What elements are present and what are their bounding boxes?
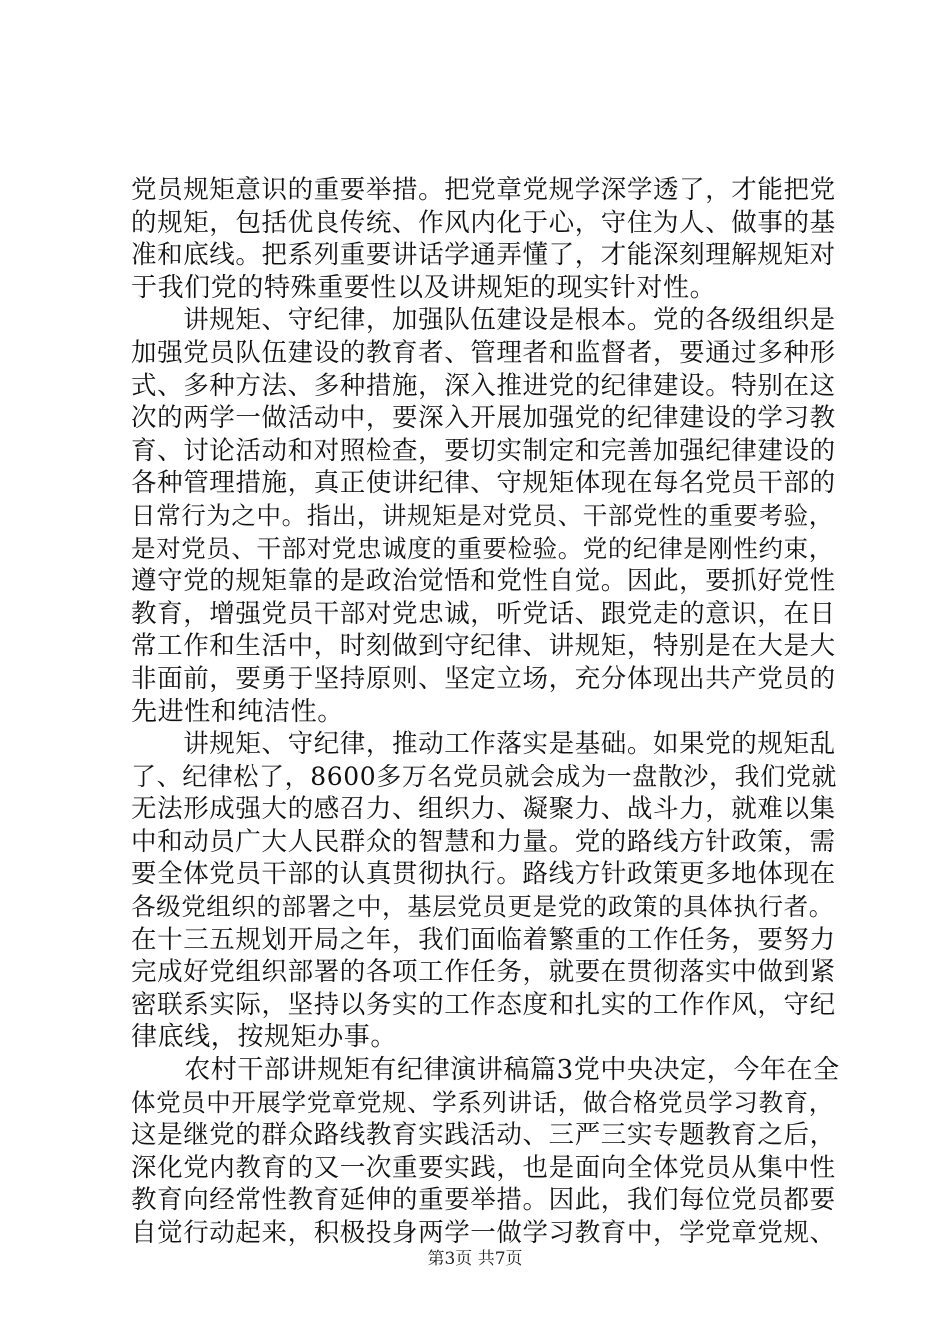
text-line: 体党员中开展学党章党规、学系列讲话，做合格党员学习教育，	[131, 1087, 834, 1117]
text-line: 各种管理措施，真正使讲纪律、守规矩体现在每名党员干部的	[131, 468, 836, 499]
text-line: 在十三五规划开局之年，我们面临着繁重的工作任务，要努力	[131, 924, 836, 955]
text-line: 要全体党员干部的认真贯彻执行。路线方针政策更多地体现在	[131, 859, 836, 890]
text-line: 日常行为之中。指出，讲规矩是对党员、干部党性的重要考验，	[131, 500, 834, 530]
text-line: 于我们党的特殊重要性以及讲规矩的现实针对性。	[131, 272, 717, 303]
text-line: 密联系实际，坚持以务实的工作态度和扎实的工作作风，守纪	[131, 989, 836, 1020]
text-line: 育、讨论活动和对照检查，要切实制定和完善加强纪律建设的	[131, 435, 836, 466]
text-line: 先进性和纯洁性。	[131, 696, 344, 727]
text-line: 的规矩，包括优良传统、作风内化于心，守住为人、做事的基	[131, 207, 836, 238]
text-line: 各级党组织的部署之中，基层党员更是党的政策的具体执行者。	[131, 892, 834, 922]
text-line: 常工作和生活中，时刻做到守纪律、讲规矩，特别是在大是大	[131, 631, 836, 662]
text-line: 讲规矩、守纪律，加强队伍建设是根本。党的各级组织是	[131, 305, 836, 336]
text-line: 中和动员广大人民群众的智慧和力量。党的路线方针政策，需	[131, 826, 836, 857]
text-line: 式、多种方法、多种措施，深入推进党的纪律建设。特别在这	[131, 370, 836, 401]
page-footer: 第3页 共7页	[427, 1249, 523, 1269]
text-line: 完成好党组织部署的各项工作任务，就要在贯彻落实中做到紧	[131, 957, 836, 988]
text-line: 非面前，要勇于坚持原则、坚定立场，充分体现出共产党员的	[131, 663, 836, 694]
text-line: 党员规矩意识的重要举措。把党章党规学深学透了，才能把党	[131, 175, 836, 205]
text-line: 教育向经常性教育延伸的重要举措。因此，我们每位党员都要	[131, 1185, 836, 1216]
text-line: 自觉行动起来，积极投身两学一做学习教育中，学党章党规、	[131, 1218, 836, 1248]
text-line: 教育，增强党员干部对党忠诚，听党话、跟党走的意识，在日	[131, 598, 836, 629]
text-line: 遵守党的规矩靠的是政治觉悟和党性自觉。因此，要抓好党性	[131, 566, 836, 597]
text-line: 深化党内教育的又一次重要实践，也是面向全体党员从集中性	[131, 1152, 836, 1183]
text-line: 无法形成强大的感召力、组织力、凝聚力、战斗力，就难以集	[131, 794, 836, 825]
document-body	[131, 174, 840, 1250]
text-line: 次的两学一做活动中，要深入开展加强党的纪律建设的学习教	[131, 403, 836, 434]
text-line: 准和底线。把系列重要讲话学通弄懂了，才能深刻理解规矩对	[131, 240, 836, 271]
text-line: 加强党员队伍建设的教育者、管理者和监督者，要通过多种形	[131, 337, 836, 368]
text-line: 是对党员、干部对党忠诚度的重要检验。党的纪律是刚性约束，	[131, 533, 834, 563]
text-line: 讲规矩、守纪律，推动工作落实是基础。如果党的规矩乱	[131, 729, 836, 760]
text-line: 了、纪律松了，8600多万名党员就会成为一盘散沙，我们党就	[131, 761, 838, 791]
text-line: 这是继党的群众路线教育实践活动、三严三实专题教育之后，	[131, 1120, 836, 1151]
text-line: 律底线，按规矩办事。	[131, 1022, 398, 1053]
text-line: 农村干部讲规矩有纪律演讲稿篇3党中央决定，今年在全	[131, 1055, 840, 1086]
